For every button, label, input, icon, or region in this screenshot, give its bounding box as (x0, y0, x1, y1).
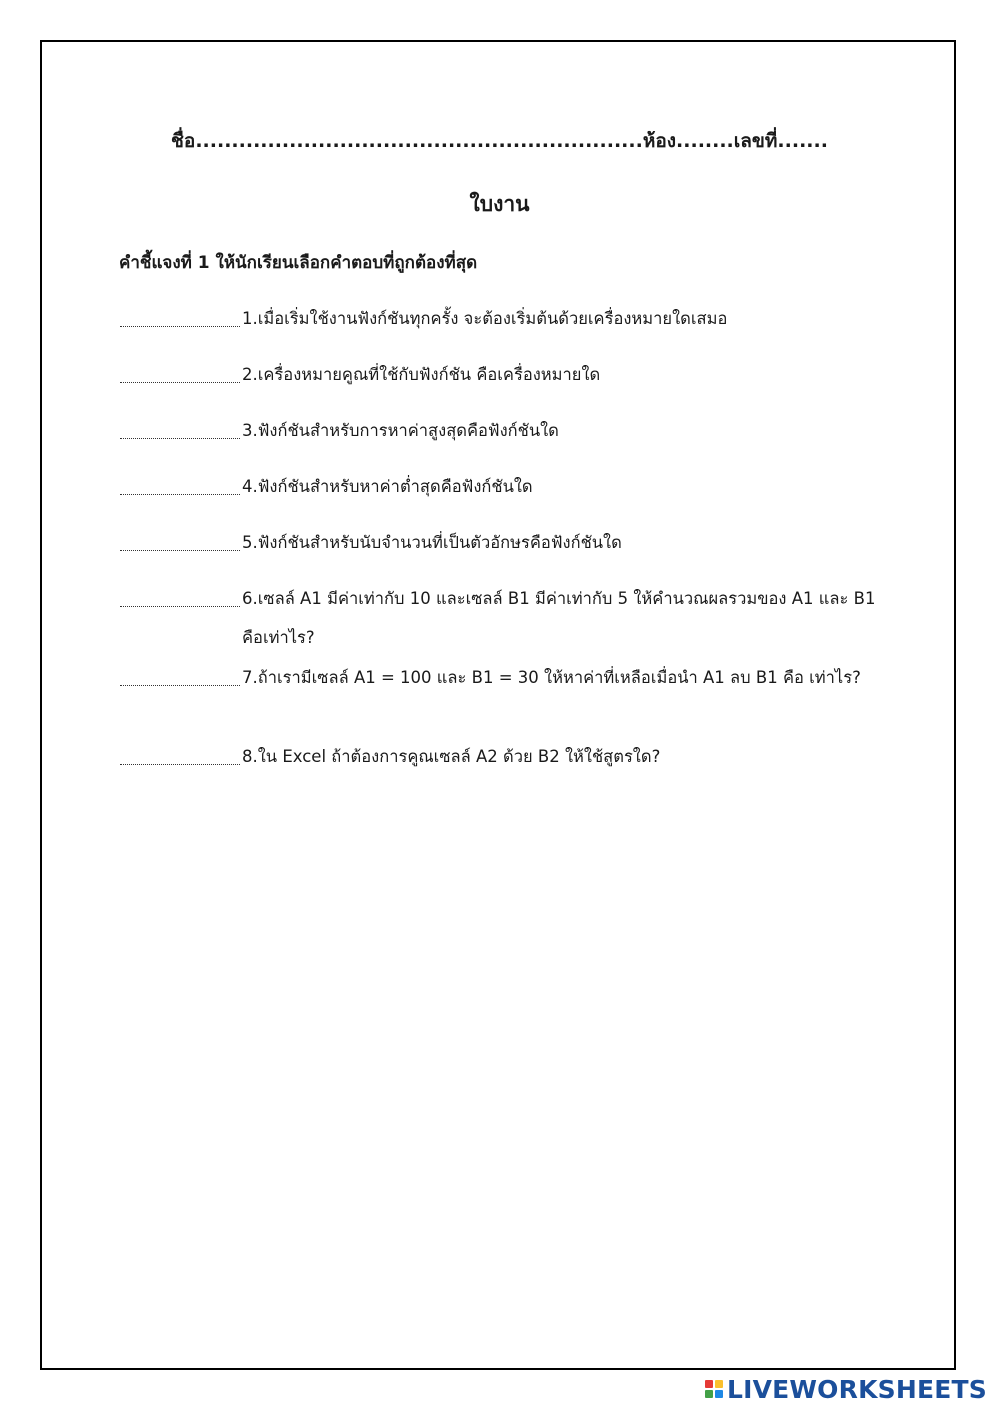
liveworksheets-logo-icon (705, 1380, 723, 1398)
answer-blank-4[interactable] (120, 494, 240, 495)
answer-blank-3[interactable] (120, 438, 240, 439)
logo-square-yellow (715, 1380, 723, 1388)
answer-blank-6[interactable] (120, 606, 240, 607)
question-4: 4.ฟังก์ชันสำหรับหาค่าต่ำสุดคือฟังก์ชันใด (242, 477, 533, 496)
worksheet-title: ใบงาน (469, 192, 530, 216)
liveworksheets-logo (705, 1374, 987, 1404)
question-3: 3.ฟังก์ชันสำหรับการหาค่าสูงสุดคือฟังก์ชันใด (242, 421, 559, 440)
question-1: 1.เมื่อเริ่มใช้งานฟังก์ชันทุกครั้ง จะต้องเริ่มต้นด้วยเครื่องหมายใดเสมอ (242, 309, 728, 328)
question-5: 5.ฟังก์ชันสำหรับนับจำนวนที่เป็นตัวอักษรคือฟังก์ชันใด (242, 533, 622, 552)
name-room-number-line: ชื่อ..............................................................ห้อง........เลขที่....... (171, 130, 828, 152)
logo-square-green (705, 1390, 713, 1398)
logo-wordmark: LIVEWORKSHEETS (726, 1374, 987, 1404)
logo-square-red (705, 1380, 713, 1388)
answer-blank-1[interactable] (120, 326, 240, 327)
question-7: 7.ถ้าเรามีเซลล์ A1 = 100 และ B1 = 30 ให้หาค่าที่เหลือเมื่อนำ A1 ลบ B1 คือ เท่าไร? (242, 668, 861, 687)
answer-blank-2[interactable] (120, 382, 240, 383)
logo-square-blue (715, 1390, 723, 1398)
answer-blank-8[interactable] (120, 764, 240, 765)
question-8: 8.ใน Excel ถ้าต้องการคูณเซลล์ A2 ด้วย B2 ให้ใช้สูตรใด? (242, 747, 661, 766)
worksheet-border (40, 40, 956, 1370)
answer-blank-5[interactable] (120, 550, 240, 551)
question-2: 2.เครื่องหมายคูณที่ใช้กับฟังก์ชัน คือเครื่องหมายใด (242, 365, 601, 384)
instruction-heading: คำชี้แจงที่ 1 ให้นักเรียนเลือกคำตอบที่ถูกต้องที่สุด (119, 253, 478, 273)
answer-blank-7[interactable] (120, 685, 240, 686)
question-6: 6.เซลล์ A1 มีค่าเท่ากับ 10 และเซลล์ B1 มีค่าเท่ากับ 5 ให้คำนวณผลรวมของ A1 และ B1 คือเท่าไร? (242, 589, 876, 647)
